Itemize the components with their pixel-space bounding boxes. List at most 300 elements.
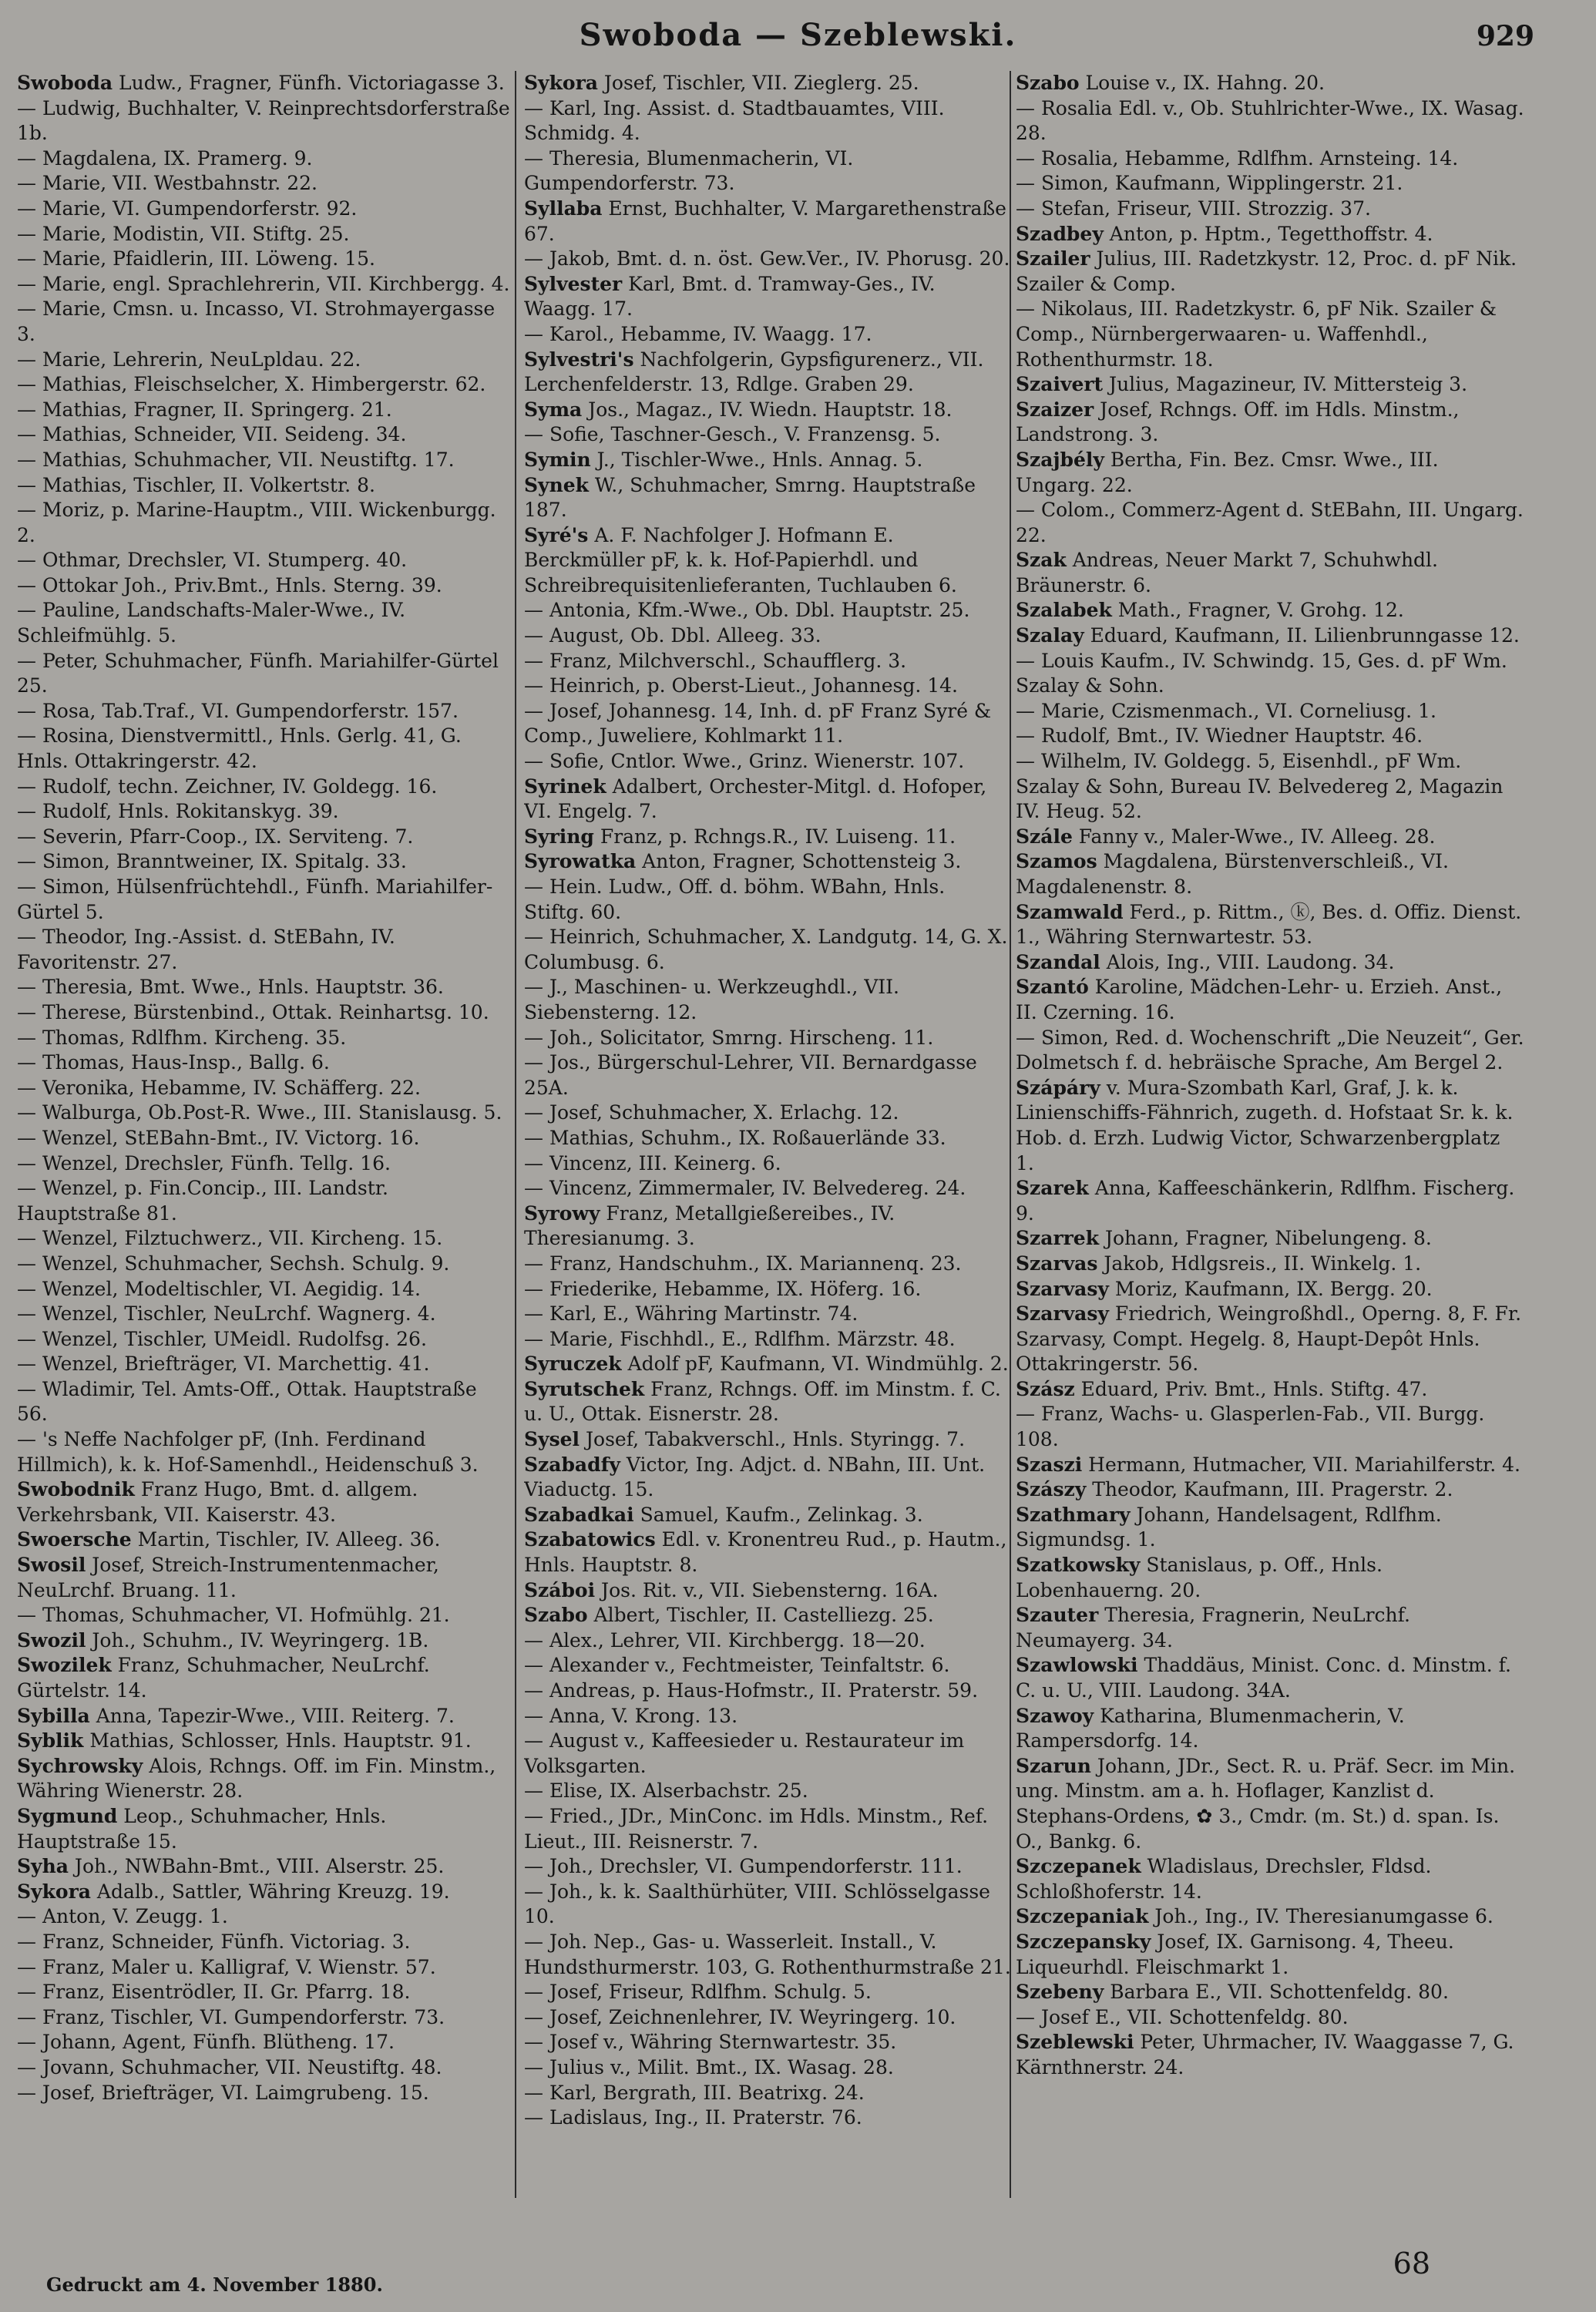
entry-details: — Karol., Hebamme, IV. Waagg. 17. bbox=[524, 322, 872, 345]
directory-entry bbox=[524, 875, 1011, 925]
entry-surname: Szamwald bbox=[1016, 900, 1124, 923]
entry-details: Leop., Schuhmacher, Hnls. Hauptstraße 15. bbox=[17, 1804, 387, 1853]
print-date: Gedruckt am 4. November 1880. bbox=[46, 2273, 383, 2296]
directory-entry bbox=[1016, 950, 1524, 976]
directory-entry bbox=[17, 372, 510, 398]
entry-details: — Wenzel, Modeltischler, VI. Aegidig. 14. bbox=[17, 1277, 421, 1300]
entry-details: — Alexander v., Fechtmeister, Teinfaltstr. 6. bbox=[524, 1654, 950, 1677]
directory-entry bbox=[524, 598, 1011, 623]
entry-details: Theresia, Fragnerin, NeuLrchf. Neumayerg. 34. bbox=[1016, 1604, 1410, 1652]
directory-entry bbox=[1016, 1503, 1524, 1553]
entry-details: — Wladimir, Tel. Amts-Off., Ottak. Hauptstraße 56. bbox=[17, 1377, 477, 1426]
entry-details: — Wenzel, Tischler, UMeidl. Rudolfsg. 26. bbox=[17, 1327, 427, 1350]
entry-details: — Anton, V. Zeugg. 1. bbox=[17, 1905, 228, 1928]
directory-entry bbox=[524, 2030, 1011, 2055]
entry-details: — Thomas, Rdlfhm. Kircheng. 35. bbox=[17, 1026, 347, 1049]
directory-entry bbox=[1016, 1402, 1524, 1452]
directory-entry bbox=[1016, 749, 1524, 825]
entry-details: — Wenzel, Filztuchwerz., VII. Kircheng. 15. bbox=[17, 1227, 443, 1250]
entry-details: Ferd., p. Rittm., ⓚ, Bes. d. Offiz. Dienst. 1., Währing Sternwartestr. 53. bbox=[1016, 900, 1522, 949]
directory-entry bbox=[17, 1252, 510, 1277]
entry-surname: Syrutschek bbox=[524, 1377, 645, 1400]
entry-surname: Syruczek bbox=[524, 1353, 622, 1376]
entry-details: Hermann, Hutmacher, VII. Mariahilferstr. 4. bbox=[1082, 1453, 1520, 1476]
entry-surname: Szász bbox=[1016, 1377, 1075, 1400]
entry-details: — Anna, V. Krong. 13. bbox=[524, 1704, 738, 1727]
entry-surname: Szeblewski bbox=[1016, 2031, 1134, 2054]
entry-surname: Szathmary bbox=[1016, 1503, 1131, 1526]
directory-column-1 bbox=[17, 71, 510, 2183]
entry-details: Ernst, Buchhalter, V. Margarethenstraße 67. bbox=[524, 197, 1006, 245]
entry-surname: Szebeny bbox=[1016, 1981, 1104, 2004]
entry-details: — Franz, Tischler, VI. Gumpendorferstr. 73. bbox=[17, 2005, 445, 2028]
directory-entry bbox=[524, 1176, 1011, 1201]
directory-entry bbox=[1016, 1980, 1524, 2005]
entry-surname: Sylvester bbox=[524, 272, 623, 295]
directory-entry bbox=[1016, 1704, 1524, 1754]
entry-details: Karl, Bmt. d. Tramway-Ges., IV. Waagg. 17. bbox=[524, 272, 936, 321]
entry-surname: Sysel bbox=[524, 1428, 580, 1451]
entry-details: Wladislaus, Drechsler, Fldsd. Schloßhoferstr. 14. bbox=[1016, 1855, 1432, 1903]
entry-details: — 's Neffe Nachfolger pF, (Inh. Ferdinand Hillmich), k. k. Hof-Samenhdl., Heidenschuß 3. bbox=[17, 1428, 479, 1476]
entry-details: — Rudolf, techn. Zeichner, IV. Goldegg. 16. bbox=[17, 775, 438, 798]
entry-details: — Antonia, Kfm.-Wwe., Ob. Dbl. Hauptstr. 25. bbox=[524, 599, 970, 622]
directory-entry bbox=[17, 849, 510, 875]
entry-details: — Marie, engl. Sprachlehrerin, VII. Kirchbergg. 4. bbox=[17, 272, 510, 295]
entry-details: — Josef v., Währing Sternwartestr. 35. bbox=[524, 2031, 897, 2054]
running-title: Swoboda — Szeblewski. bbox=[579, 17, 1017, 53]
entry-details: — Hein. Ludw., Off. d. böhm. WBahn, Hnls. Stiftg. 60. bbox=[524, 875, 946, 923]
directory-entry bbox=[17, 1076, 510, 1101]
directory-entry bbox=[524, 1779, 1011, 1804]
entry-details: Jos., Magaz., IV. Wiedn. Hauptstr. 18. bbox=[582, 398, 953, 421]
directory-entry bbox=[524, 1653, 1011, 1679]
entry-surname: Szczepanek bbox=[1016, 1855, 1141, 1878]
entry-details: Johann, JDr., Sect. R. u. Präf. Secr. im Min. ung. Minstm. am a. h. Hoflager, Kanzlist d. Stephans-Ordens, ✿ 3., Cmdr. (m. St.) d. span. Is. O., Bankg. 6. bbox=[1016, 1754, 1516, 1853]
entry-details: — Peter, Schuhmacher, Fünfh. Mariahilfer-Gürtel 25. bbox=[17, 649, 499, 697]
entry-surname: Szarvas bbox=[1016, 1252, 1098, 1275]
entry-details: Jos. Rit. v., VII. Siebensterng. 16A. bbox=[595, 1578, 939, 1601]
directory-entry bbox=[1016, 448, 1524, 498]
entry-surname: Syma bbox=[524, 398, 583, 421]
directory-entry bbox=[524, 473, 1011, 523]
entry-surname: Syblik bbox=[17, 1729, 84, 1752]
directory-entry bbox=[17, 875, 510, 925]
directory-entry bbox=[1016, 1226, 1524, 1252]
entry-details: — Franz, Eisentrödler, II. Gr. Pfarrg. 18. bbox=[17, 1981, 411, 2004]
directory-entry bbox=[17, 1477, 510, 1527]
entry-details: — Franz, Milchverschl., Schaufflerg. 3. bbox=[524, 649, 907, 672]
directory-entry bbox=[1016, 197, 1524, 222]
entry-details: Anna, Kaffeeschänkerin, Rdlfhm. Fischerg. 9. bbox=[1016, 1177, 1515, 1225]
entry-details: — Mathias, Schuhm., IX. Roßauerlände 33. bbox=[524, 1126, 946, 1149]
entry-details: — Joh., Solicitator, Smrng. Hirscheng. 11. bbox=[524, 1026, 934, 1049]
entry-details: Andreas, Neuer Markt 7, Schuhwhdl. Bräunerstr. 6. bbox=[1016, 549, 1438, 596]
directory-entry bbox=[17, 573, 510, 599]
directory-entry bbox=[524, 96, 1011, 146]
entry-details: — Theresia, Blumenmacherin, VI. Gumpendorferstr. 73. bbox=[524, 146, 854, 195]
directory-entry bbox=[524, 197, 1011, 247]
directory-entry bbox=[17, 1026, 510, 1051]
entry-surname: Szandal bbox=[1016, 950, 1100, 973]
directory-entry bbox=[524, 849, 1011, 875]
entry-details: — Mathias, Schuhmacher, VII. Neustiftg. 17. bbox=[17, 448, 455, 471]
entry-surname: Syré's bbox=[524, 523, 589, 546]
directory-entry bbox=[17, 1955, 510, 1981]
directory-entry bbox=[524, 749, 1011, 775]
entry-details: Josef, Rchngs. Off. im Hdls. Minstm., Landstrong. 3. bbox=[1016, 398, 1460, 446]
directory-entry bbox=[17, 498, 510, 548]
entry-details: — Thomas, Schuhmacher, VI. Hofmühlg. 21. bbox=[17, 1604, 450, 1627]
directory-entry bbox=[524, 1201, 1011, 1252]
entry-details: — Wenzel, Briefträger, VI. Marchettig. 41. bbox=[17, 1353, 430, 1376]
directory-entry bbox=[524, 649, 1011, 674]
entry-details: — Franz, Maler u. Kalligraf, V. Wienstr. 57. bbox=[17, 1955, 436, 1978]
directory-entry bbox=[1016, 1754, 1524, 1854]
entry-details: — Marie, Lehrerin, NeuLpldau. 22. bbox=[17, 348, 361, 371]
entry-surname: Szabo bbox=[524, 1604, 588, 1627]
directory-entry bbox=[17, 1226, 510, 1252]
entry-details: v. Mura-Szombath Karl, Graf, J. k. k. Linienschiffs-Fähnrich, zugeth. d. Hofstaat Sr. k. k. Hob. d. Erzh. Ludwig Victor, Schwarzenbergplatz 1. bbox=[1016, 1076, 1514, 1174]
entry-details: — Friederike, Hebamme, IX. Höferg. 16. bbox=[524, 1277, 922, 1300]
entry-details: Katharina, Blumenmacherin, V. Rampersdorfg. 14. bbox=[1016, 1704, 1405, 1752]
directory-entry bbox=[17, 1804, 510, 1854]
entry-details: — Stefan, Friseur, VIII. Strozzig. 37. bbox=[1016, 197, 1371, 220]
directory-entry bbox=[17, 197, 510, 222]
directory-entry bbox=[524, 1527, 1011, 1578]
directory-entry bbox=[1016, 1553, 1524, 1603]
directory-entry bbox=[524, 523, 1011, 599]
directory-entry bbox=[524, 1578, 1011, 1604]
directory-entry bbox=[524, 2105, 1011, 2131]
entry-details: — Magdalena, IX. Pramerg. 9. bbox=[17, 146, 313, 170]
directory-entry bbox=[1016, 1377, 1524, 1403]
directory-entry bbox=[524, 775, 1011, 825]
entry-details: Franz, Schuhmacher, NeuLrchf. Gürtelstr. 14. bbox=[17, 1654, 430, 1702]
directory-entry bbox=[524, 1880, 1011, 1930]
entry-details: Josef, Tabakverschl., Hnls. Styringg. 7. bbox=[580, 1428, 966, 1451]
directory-entry bbox=[17, 1527, 510, 1553]
directory-entry bbox=[524, 1854, 1011, 1880]
entry-details: Thaddäus, Minist. Conc. d. Minstm. f. C. u. U., VIII. Laudong. 34A. bbox=[1016, 1654, 1511, 1702]
entry-details: — Josef, Friseur, Rdlfhm. Schulg. 5. bbox=[524, 1981, 872, 2004]
entry-surname: Swozilek bbox=[17, 1654, 112, 1677]
directory-entry bbox=[17, 1729, 510, 1754]
entry-details: — Elise, IX. Alserbachstr. 25. bbox=[524, 1779, 808, 1803]
directory-entry bbox=[524, 1729, 1011, 1779]
entry-surname: Szarvasy bbox=[1016, 1277, 1109, 1300]
sheet-number: 68 bbox=[1393, 2246, 1430, 2280]
entry-details: — J., Maschinen- u. Werkzeughdl., VII. Siebensterng. 12. bbox=[524, 976, 899, 1023]
entry-details: — Severin, Pfarr-Coop., IX. Serviteng. 7. bbox=[17, 825, 414, 848]
entry-surname: Swoersche bbox=[17, 1528, 132, 1551]
entry-details: Jakob, Hdlgsreis., II. Winkelg. 1. bbox=[1097, 1252, 1422, 1275]
directory-entry bbox=[1016, 1603, 1524, 1653]
directory-entry bbox=[1016, 900, 1524, 950]
directory-entry bbox=[524, 1603, 1011, 1628]
directory-entry bbox=[17, 1603, 510, 1628]
directory-entry bbox=[1016, 1930, 1524, 1980]
directory-entry bbox=[17, 1126, 510, 1151]
directory-entry bbox=[524, 2081, 1011, 2106]
directory-entry bbox=[17, 1377, 510, 1427]
entry-details: Friedrich, Weingroßhdl., Operng. 8, F. Fr. Szarvasy, Compt. Hegelg. 8, Haupt-Depôt Hnls. Ottakringerstr. 56. bbox=[1016, 1302, 1522, 1376]
entry-details: — Marie, Modistin, VII. Stiftg. 25. bbox=[17, 222, 350, 245]
entry-details: — Rosina, Dienstvermittl., Hnls. Gerlg. 41, G. Hnls. Ottakringerstr. 42. bbox=[17, 724, 462, 773]
directory-entry bbox=[524, 71, 1011, 96]
directory-entry bbox=[1016, 1302, 1524, 1377]
directory-entry bbox=[17, 71, 510, 96]
entry-details: — Wenzel, Schuhmacher, Sechsh. Schulg. 9. bbox=[17, 1252, 450, 1275]
directory-entry bbox=[1016, 1477, 1524, 1503]
directory-entry bbox=[1016, 699, 1524, 724]
entry-surname: Szczepansky bbox=[1016, 1930, 1151, 1953]
entry-surname: Szawlowski bbox=[1016, 1654, 1138, 1677]
directory-entry bbox=[1016, 649, 1524, 699]
entry-details: Josef, Streich-Instrumentenmacher, NeuLrchf. Bruang. 11. bbox=[17, 1554, 439, 1601]
directory-entry bbox=[1016, 498, 1524, 548]
directory-entry bbox=[524, 1980, 1011, 2005]
entry-details: — Josef, Briefträger, VI. Laimgrubeng. 15. bbox=[17, 2081, 429, 2104]
directory-entry bbox=[1016, 96, 1524, 146]
entry-details: — Simon, Red. d. Wochenschrift „Die Neuzeit“, Ger. Dolmetsch f. d. hebräische Sprache, Am Bergel 2. bbox=[1016, 1026, 1524, 1074]
entry-details: — Joh., Drechsler, VI. Gumpendorferstr. 111. bbox=[524, 1855, 963, 1878]
entry-details: — Simon, Kaufmann, Wipplingerstr. 21. bbox=[1016, 172, 1403, 195]
directory-entry bbox=[1016, 849, 1524, 899]
directory-entry bbox=[524, 398, 1011, 423]
entry-details: — Sofie, Taschner-Gesch., V. Franzensg. 5. bbox=[524, 423, 941, 446]
column-divider bbox=[515, 71, 516, 2198]
entry-details: Franz, p. Rchngs.R., IV. Luiseng. 11. bbox=[593, 825, 956, 848]
directory-entry bbox=[17, 1930, 510, 1955]
entry-details: Johann, Handelsagent, Rdlfhm. Sigmundsg. 1. bbox=[1016, 1503, 1442, 1551]
entry-details: — Thomas, Haus-Insp., Ballg. 6. bbox=[17, 1051, 330, 1074]
entry-details: — Fried., JDr., MinConc. im Hdls. Minstm., Ref. Lieut., III. Reisnerstr. 7. bbox=[524, 1804, 989, 1853]
entry-details: — Louis Kaufm., IV. Schwindg. 15, Ges. d. pF Wm. Szalay & Sohn. bbox=[1016, 649, 1507, 697]
entry-surname: Szarun bbox=[1016, 1754, 1091, 1777]
entry-details: Louise v., IX. Hahng. 20. bbox=[1079, 72, 1326, 94]
directory-entry bbox=[524, 1277, 1011, 1302]
directory-entry bbox=[1016, 2030, 1524, 2080]
entry-details: — Alex., Lehrer, VII. Kirchbergg. 18—20. bbox=[524, 1628, 926, 1652]
directory-entry bbox=[1016, 372, 1524, 398]
directory-entry bbox=[17, 2030, 510, 2055]
entry-details: Franz, Rchngs. Off. im Minstm. f. C. u. U., Ottak. Eisnerstr. 28. bbox=[524, 1377, 1001, 1426]
entry-details: — Karl, Ing. Assist. d. Stadtbauamtes, VIII. Schmidg. 4. bbox=[524, 96, 945, 145]
entry-details: — Jovann, Schuhmacher, VII. Neustiftg. 48. bbox=[17, 2055, 442, 2078]
entry-details: — Therese, Bürstenbind., Ottak. Reinhartsg. 10. bbox=[17, 1000, 489, 1023]
entry-surname: Sybilla bbox=[17, 1704, 90, 1727]
entry-details: — Rosalia, Hebamme, Rdlfhm. Arnsteing. 14. bbox=[1016, 146, 1459, 170]
directory-entry bbox=[17, 146, 510, 172]
entry-details: Eduard, Kaufmann, II. Lilienbrunngasse 12. bbox=[1084, 624, 1520, 647]
directory-entry bbox=[17, 422, 510, 448]
directory-entry bbox=[524, 1453, 1011, 1503]
directory-entry bbox=[1016, 1252, 1524, 1277]
directory-entry bbox=[1016, 1277, 1524, 1302]
entry-details: W., Schuhmacher, Smrng. Hauptstraße 187. bbox=[524, 473, 976, 522]
entry-surname: Szalay bbox=[1016, 624, 1084, 647]
directory-entry bbox=[17, 1101, 510, 1126]
entry-details: Barbara E., VII. Schottenfeldg. 80. bbox=[1104, 1981, 1449, 2004]
directory-entry bbox=[1016, 598, 1524, 623]
directory-entry bbox=[524, 422, 1011, 448]
directory-entry bbox=[524, 1679, 1011, 1704]
entry-details: — Mathias, Fragner, II. Springerg. 21. bbox=[17, 398, 392, 421]
entry-details: — Rosa, Tab.Traf., VI. Gumpendorferstr. 157. bbox=[17, 699, 459, 722]
entry-details: — Josef, Johannesg. 14, Inh. d. pF Franz Syré & Comp., Juweliere, Kohlmarkt 11. bbox=[524, 699, 992, 748]
directory-entry bbox=[17, 1704, 510, 1729]
directory-entry bbox=[524, 1302, 1011, 1327]
entry-surname: Szailer bbox=[1016, 247, 1090, 271]
directory-entry bbox=[1016, 623, 1524, 649]
entry-details: — Wenzel, Tischler, NeuLrchf. Wagnerg. 4. bbox=[17, 1302, 436, 1326]
entry-details: Adolf pF, Kaufmann, VI. Windmühlg. 2. bbox=[621, 1353, 1009, 1376]
directory-entry bbox=[17, 1000, 510, 1026]
entry-details: Karoline, Mädchen-Lehr- u. Erzieh. Anst., II. Czerning. 16. bbox=[1016, 976, 1503, 1023]
entry-surname: Szaivert bbox=[1016, 373, 1104, 396]
entry-details: Adalbert, Orchester-Mitgl. d. Hofoper, VI. Engelg. 7. bbox=[524, 775, 987, 823]
entry-details: — Wenzel, Drechsler, Fünfh. Tellg. 16. bbox=[17, 1151, 391, 1174]
entry-surname: Symin bbox=[524, 448, 591, 471]
directory-entry bbox=[17, 1653, 510, 1703]
entry-surname: Syllaba bbox=[524, 197, 603, 220]
directory-entry bbox=[524, 1377, 1011, 1427]
entry-details: — Wilhelm, IV. Goldegg. 5, Eisenhdl., pF Wm. Szalay & Sohn, Bureau IV. Belvedereg 2, Magazin IV. Heug. 52. bbox=[1016, 750, 1504, 823]
directory-entry bbox=[1016, 825, 1524, 850]
entry-surname: Szamos bbox=[1016, 850, 1097, 873]
entry-surname: Sygmund bbox=[17, 1804, 118, 1827]
directory-entry bbox=[17, 1880, 510, 1905]
entry-surname: Szaizer bbox=[1016, 398, 1094, 421]
directory-entry bbox=[17, 724, 510, 774]
entry-details: Alois, Ing., VIII. Laudong. 34. bbox=[1100, 950, 1395, 973]
entry-surname: Szalabek bbox=[1016, 599, 1112, 622]
directory-entry bbox=[17, 247, 510, 272]
entry-details: — Marie, Czismenmach., VI. Corneliusg. 1. bbox=[1016, 699, 1436, 722]
directory-entry bbox=[524, 1252, 1011, 1277]
entry-details: Mathias, Schlosser, Hnls. Hauptstr. 91. bbox=[83, 1729, 472, 1752]
directory-entry bbox=[1016, 548, 1524, 598]
entry-details: — Rudolf, Bmt., IV. Wiedner Hauptstr. 46. bbox=[1016, 724, 1423, 748]
directory-entry bbox=[524, 1026, 1011, 1051]
entry-surname: Szantó bbox=[1016, 976, 1089, 999]
page-number: 929 bbox=[1476, 20, 1534, 52]
entry-surname: Syrowy bbox=[524, 1201, 600, 1225]
entry-details: — Joh., k. k. Saalthürhüter, VIII. Schlösselgasse 10. bbox=[524, 1880, 990, 1928]
entry-details: Anton, Fragner, Schottensteig 3. bbox=[636, 850, 962, 873]
entry-surname: Szápáry bbox=[1016, 1076, 1100, 1099]
entry-details: — Josef, Schuhmacher, X. Erlachg. 12. bbox=[524, 1101, 899, 1124]
entry-details: — Mathias, Tischler, II. Volkertstr. 8. bbox=[17, 473, 375, 496]
directory-entry bbox=[524, 1151, 1011, 1177]
directory-entry bbox=[17, 222, 510, 247]
entry-details: — Franz, Wachs- u. Glasperlen-Fab., VII. Burgg. 108. bbox=[1016, 1403, 1485, 1451]
entry-details: — Mathias, Schneider, VII. Seideng. 34. bbox=[17, 423, 407, 446]
directory-entry bbox=[17, 1427, 510, 1477]
entry-details: Nachfolgerin, Gypsfigurenerz., VII. Lerchenfelderstr. 13, Rdlge. Graben 29. bbox=[524, 348, 984, 396]
entry-surname: Syrinek bbox=[524, 775, 606, 798]
entry-details: — Marie, VI. Gumpendorferstr. 92. bbox=[17, 197, 358, 220]
directory-entry bbox=[17, 649, 510, 699]
directory-entry bbox=[17, 1176, 510, 1226]
entry-details: — Joh. Nep., Gas- u. Wasserleit. Install., V. Hundsthurmerstr. 103, G. Rothenthurmstraße 21. bbox=[524, 1930, 1011, 1978]
entry-details: — Heinrich, p. Oberst-Lieut., Johannesg. 14. bbox=[524, 674, 958, 697]
directory-entry bbox=[524, 1628, 1011, 1654]
directory-entry bbox=[17, 1050, 510, 1076]
directory-entry bbox=[1016, 1904, 1524, 1930]
entry-details: Joh., Schuhm., IV. Weyringerg. 1B. bbox=[86, 1628, 429, 1652]
entry-details: — Franz, Handschuhm., IX. Mariannenq. 23. bbox=[524, 1252, 962, 1275]
directory-entry bbox=[1016, 398, 1524, 448]
directory-entry bbox=[17, 2055, 510, 2081]
directory-entry bbox=[1016, 2005, 1524, 2031]
entry-details: Franz Hugo, Bmt. d. allgem. Verkehrsbank, VII. Kaiserstr. 43. bbox=[17, 1478, 418, 1526]
entry-details: Theodor, Kaufmann, III. Pragerstr. 2. bbox=[1086, 1478, 1453, 1501]
directory-entry bbox=[17, 1277, 510, 1302]
page-header bbox=[0, 17, 1596, 63]
entry-details: — Wenzel, p. Fin.Concip., III. Landstr. Hauptstraße 81. bbox=[17, 1177, 388, 1225]
entry-details: Eduard, Priv. Bmt., Hnls. Stiftg. 47. bbox=[1074, 1377, 1428, 1400]
directory-entry bbox=[524, 1804, 1011, 1854]
entry-surname: Sylvestri's bbox=[524, 348, 634, 371]
directory-entry bbox=[524, 825, 1011, 850]
directory-entry bbox=[524, 247, 1011, 272]
directory-entry bbox=[17, 799, 510, 825]
entry-details: — Marie, Pfaidlerin, III. Löweng. 15. bbox=[17, 247, 375, 271]
entry-details: — Josef, Zeichnenlehrer, IV. Weyringerg. 10. bbox=[524, 2005, 956, 2028]
entry-surname: Syrowatka bbox=[524, 850, 637, 873]
directory-column-2 bbox=[524, 71, 1011, 2183]
entry-details: Fanny v., Maler-Wwe., IV. Alleeg. 28. bbox=[1072, 825, 1436, 848]
entry-details: Julius, Magazineur, IV. Mittersteig 3. bbox=[1103, 373, 1468, 396]
entry-details: — Ladislaus, Ing., II. Praterstr. 76. bbox=[524, 2106, 862, 2129]
entry-surname: Szabatowics bbox=[524, 1528, 656, 1551]
entry-surname: Swosil bbox=[17, 1554, 86, 1577]
directory-entry bbox=[1016, 1026, 1524, 1076]
entry-details: — Jos., Bürgerschul-Lehrer, VII. Bernardgasse 25A. bbox=[524, 1051, 977, 1099]
entry-details: — Mathias, Fleischselcher, X. Himbergerstr. 62. bbox=[17, 373, 486, 396]
directory-entry bbox=[17, 1151, 510, 1177]
entry-surname: Szabo bbox=[1016, 72, 1080, 94]
entry-details: Math., Fragner, V. Grohg. 12. bbox=[1111, 599, 1404, 622]
directory-entry bbox=[524, 146, 1011, 197]
directory-entry bbox=[17, 1302, 510, 1327]
directory-entry bbox=[17, 1980, 510, 2005]
directory-entry bbox=[17, 1854, 510, 1880]
entry-surname: Szarrek bbox=[1016, 1227, 1100, 1250]
directory-entry bbox=[1016, 297, 1524, 372]
entry-details: Magdalena, Bürstenverschleiß., VI. Magdalenenstr. 8. bbox=[1016, 850, 1449, 898]
directory-entry bbox=[524, 623, 1011, 649]
directory-entry bbox=[17, 699, 510, 724]
entry-details: Josef, IX. Garnisong. 4, Theeu. Liqueurhdl. Fleischmarkt 1. bbox=[1016, 1930, 1454, 1978]
directory-entry bbox=[524, 2005, 1011, 2031]
directory-entry bbox=[17, 2081, 510, 2106]
entry-surname: Synek bbox=[524, 473, 589, 496]
entry-details: — Karl, Bergrath, III. Beatrixg. 24. bbox=[524, 2081, 865, 2104]
directory-entry bbox=[17, 1327, 510, 1353]
entry-details: Peter, Uhrmacher, IV. Waaggasse 7, G. Kärnthnerstr. 24. bbox=[1016, 2031, 1514, 2078]
entry-surname: Syha bbox=[17, 1855, 69, 1878]
directory-entry bbox=[17, 398, 510, 423]
entry-details: — Jakob, Bmt. d. n. öst. Gew.Ver., IV. Phorusg. 20. bbox=[524, 247, 1010, 271]
directory-entry bbox=[524, 1126, 1011, 1151]
directory-entry bbox=[524, 348, 1011, 398]
entry-details: Stanislaus, p. Off., Hnls. Lobenhauerng. 20. bbox=[1016, 1554, 1383, 1601]
entry-details: — Ludwig, Buchhalter, V. Reinprechtsdorferstraße 1b. bbox=[17, 96, 510, 145]
directory-entry bbox=[17, 348, 510, 373]
